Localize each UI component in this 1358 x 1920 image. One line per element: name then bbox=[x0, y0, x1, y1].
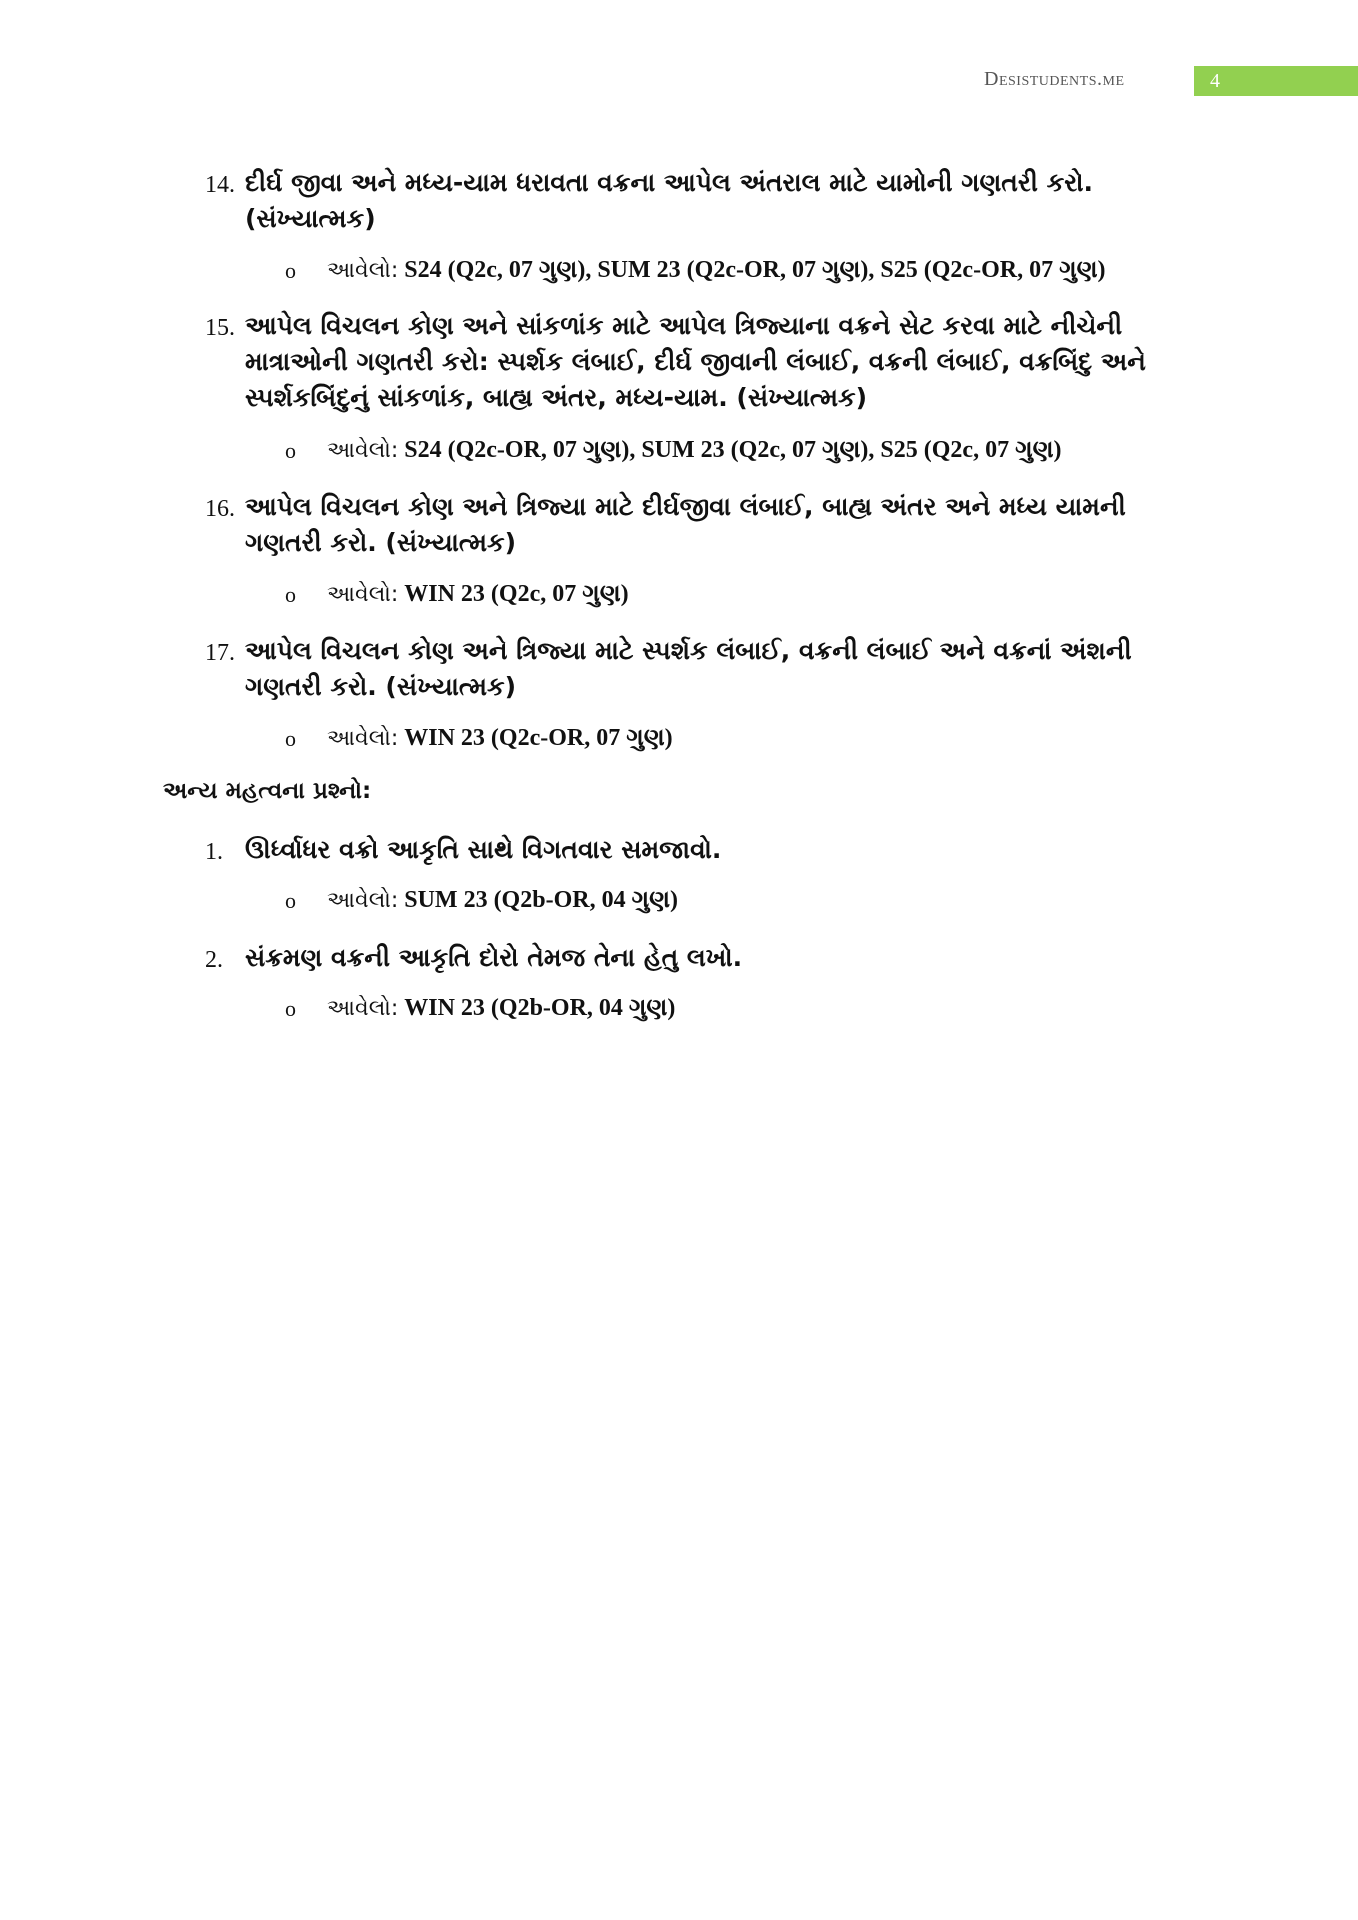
bullet-icon: o bbox=[285, 888, 296, 913]
asked-in-other-2 bbox=[285, 993, 675, 1024]
question-17 bbox=[205, 633, 1205, 705]
question-number: 14. bbox=[205, 172, 235, 198]
question-number: 1. bbox=[205, 839, 223, 865]
question-text: દીર્ઘ જીવા અને મધ્ય-યામ ધરાવતા વક્રના આપેલ અંતરાલ માટે યામોની ગણતરી કરો. (સંખ્યાત્મક) bbox=[245, 168, 1093, 233]
bullet-icon: o bbox=[285, 438, 296, 463]
question-number: 2. bbox=[205, 947, 223, 973]
asked-label: આવેલો: bbox=[327, 258, 399, 283]
asked-in-17 bbox=[285, 723, 673, 754]
asked-in-other-1 bbox=[285, 885, 678, 916]
question-number: 16. bbox=[205, 496, 235, 522]
asked-label: આવેલો: bbox=[327, 582, 399, 607]
question-text: આપેલ વિચલન કોણ અને ત્રિજ્યા માટે સ્પર્શક લંબાઈ, વક્રની લંબાઈ અને વક્રનાં અંશની ગણતરી કરો. (સંખ્યાત્મક) bbox=[245, 636, 1132, 701]
question-text: સંક્રમણ વક્રની આકૃતિ દોરો તેમજ તેના હેતુ લખો. bbox=[245, 943, 743, 972]
asked-label: આવેલો: bbox=[327, 438, 399, 463]
asked-exams: WIN 23 (Q2b-OR, 04 ગુણ) bbox=[404, 995, 676, 1021]
asked-in-16 bbox=[285, 579, 629, 610]
asked-in-15 bbox=[285, 435, 1062, 466]
question-14 bbox=[205, 165, 1205, 237]
asked-exams: WIN 23 (Q2c, 07 ગુણ) bbox=[404, 581, 629, 607]
asked-label: આવેલો: bbox=[327, 726, 399, 751]
bullet-icon: o bbox=[285, 258, 296, 283]
question-text: આપેલ વિચલન કોણ અને સાંકળાંક માટે આપેલ ત્રિજ્યાના વક્રને સેટ કરવા માટે નીચેની માત્રાઓની ગણતરી કરો: સ્પર્શક લંબાઈ, દીર્ઘ જીવાની લંબાઈ, વક્રની લંબાઈ, વક્રબિંદુ અને સ્પર્શકબિંદુનું સાંકળાંક, બાહ્ય અંતર, મધ્ય-યામ. (સંખ્યાત્મક) bbox=[245, 311, 1146, 412]
question-text: ઊર્ધ્વાધર વક્રો આકૃતિ સાથે વિગતવાર સમજાવો. bbox=[245, 835, 722, 864]
bullet-icon: o bbox=[285, 582, 296, 607]
asked-in-14 bbox=[285, 255, 1106, 286]
asked-exams: S24 (Q2c-OR, 07 ગુણ), SUM 23 (Q2c, 07 ગુણ), S25 (Q2c, 07 ગુણ) bbox=[404, 437, 1062, 463]
question-16 bbox=[205, 489, 1205, 561]
question-number: 15. bbox=[205, 315, 235, 341]
question-15 bbox=[205, 308, 1205, 416]
asked-exams: S24 (Q2c, 07 ગુણ), SUM 23 (Q2c-OR, 07 ગુણ), S25 (Q2c-OR, 07 ગુણ) bbox=[404, 257, 1106, 283]
section-title: અન્ય મહત્વના પ્રશ્નો: bbox=[163, 778, 372, 804]
asked-label: આવેલો: bbox=[327, 888, 399, 913]
bullet-icon: o bbox=[285, 996, 296, 1021]
asked-exams: SUM 23 (Q2b-OR, 04 ગુણ) bbox=[404, 887, 679, 913]
site-name: Desistudents.me bbox=[984, 68, 1125, 90]
page-number: 4 bbox=[1194, 66, 1358, 96]
other-question-1 bbox=[205, 832, 1205, 868]
asked-label: આવેલો: bbox=[327, 996, 399, 1021]
asked-exams: WIN 23 (Q2c-OR, 07 ગુણ) bbox=[404, 725, 673, 751]
question-number: 17. bbox=[205, 640, 235, 666]
bullet-icon: o bbox=[285, 726, 296, 751]
other-question-2 bbox=[205, 940, 1205, 976]
question-text: આપેલ વિચલન કોણ અને ત્રિજ્યા માટે દીર્ઘજીવા લંબાઈ, બાહ્ય અંતર અને મધ્ય યામની ગણતરી કરો. (સંખ્યાત્મક) bbox=[245, 492, 1126, 557]
